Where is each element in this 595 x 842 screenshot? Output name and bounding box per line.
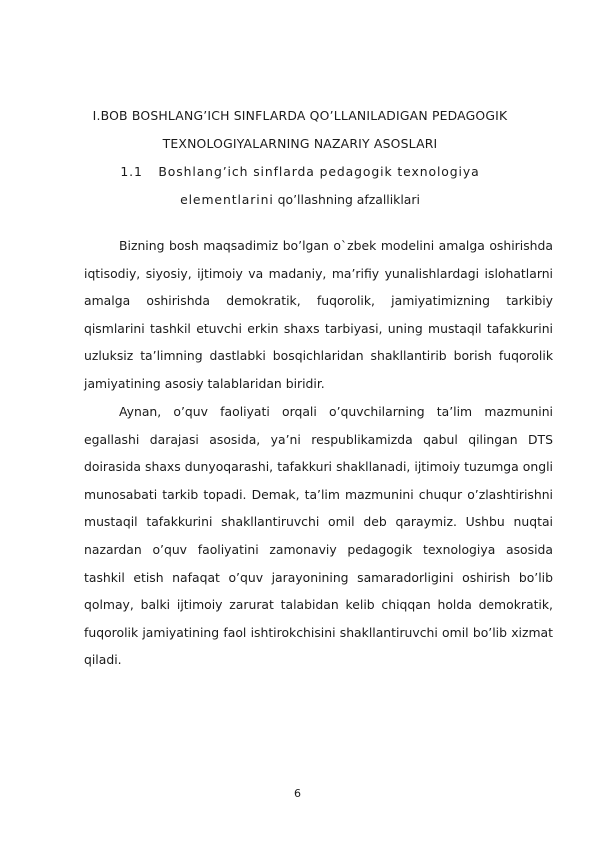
- chapter-title-line-2: TEXNOLOGIYALARNING NAZARIY ASOSLARI: [162, 136, 438, 151]
- chapter-title-line-1: I.BOB BOSHLANG’ICH SINFLARDA QO’LLANILADIGAN PEDAGOGIK: [92, 108, 508, 123]
- section-title-spaced-word: elementlarini: [180, 192, 274, 207]
- paragraph-2: Aynan, o’quv faoliyati orqali o’quvchilarning ta’lim mazmunini egallashi darajasi asosida, ya’ni respublikamizda qabul qilingan DTS doirasida shaxs dunyoqarashi, tafakkuri shakllanadi, ijtimoiy tuzumga ongli munosabati tarkib topadi. Demak, ta’lim mazmunini chuqur o’zlashtirishni mustaqil tafakkurini shakllantiruvchi omil deb qaraymiz. Ushbu nuqtai nazardan o’quv faoliyatini zamonaviy pedagogik texnologiya asosida tashkil etish nafaqat o’quv jarayonining samaradorligini oshirish bo’lib qolmay, balki ijtimoiy zarurat talabidan kelib chiqqan holda demokratik, fuqorolik jamiyatining faol ishtirokchisini shakllantiruvchi omil bo’lib xizmat qiladi.: [84, 404, 553, 668]
- section-title-rest: qo’llashning afzalliklari: [273, 192, 420, 207]
- section-title-text: Boshlang’ich sinflarda pedagogik texnologiya: [158, 164, 480, 179]
- page-number: 6: [294, 787, 301, 800]
- section-title-line-1: [80, 158, 520, 186]
- paragraph-1: Bizning bosh maqsadimiz bo’lgan o`zbek modelini amalga oshirishda iqtisodiy, siyosiy, ijtimoiy va madaniy, ma’rifiy yunalishlardagi islohatlarni amalga oshirishda demokratik, fuqorolik, jamiyatimizning tarkibiy qismlarini tashkil etuvchi erkin shaxs tarbiyasi, uning mustaqil tafakkurini uzluksiz ta’limning dastlabki bosqichlaridan shakllantirib borish fuqorolik jamiyatining asosiy talablaridan biridir.: [84, 238, 553, 391]
- section-number: 1.1: [120, 164, 143, 179]
- section-title-line-2: [80, 186, 520, 214]
